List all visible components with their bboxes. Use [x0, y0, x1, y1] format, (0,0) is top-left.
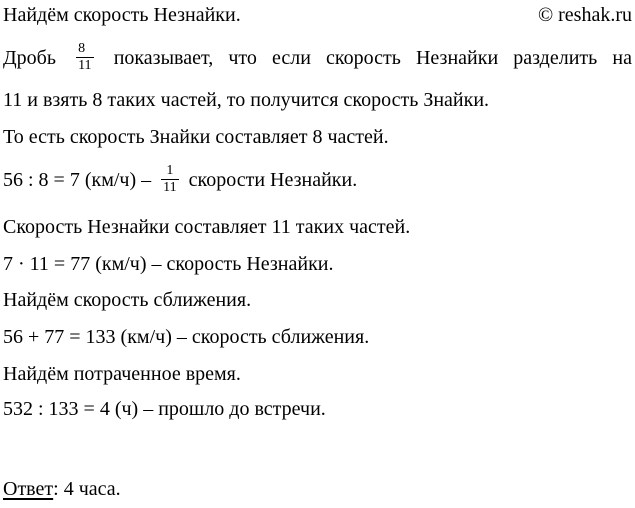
fraction-explanation-line-2: 11 и взять 8 таких частей, то получится скорость Знайки.: [3, 89, 490, 111]
fraction-explanation-after: показывает, что если скорость Незнайки разделить на: [113, 47, 632, 69]
fraction-8-11: [76, 41, 93, 74]
equation-closing-speed: 56 + 77 = 133 (км/ч) – скорость сближения.: [3, 326, 370, 348]
header-row: [3, 3, 632, 27]
fraction-explanation-before: Дробь: [3, 47, 56, 69]
copyright-notice: © reshak.ru: [537, 4, 632, 26]
answer-line: [3, 477, 632, 501]
equation-neznaika-speed: 7 · 11 = 77 (км/ч) – скорость Незнайки.: [3, 253, 334, 275]
step-find-neznaika-speed: Найдём скорость Незнайки.: [3, 4, 241, 26]
fraction-denominator: 11: [163, 179, 177, 195]
step-find-time: Найдём потраченное время.: [3, 363, 241, 385]
fraction-numerator: 8: [78, 40, 86, 56]
step-znaika-parts: То есть скорость Знайки составляет 8 частей.: [3, 126, 389, 148]
fraction-explanation-line-1: [3, 38, 632, 78]
equation-time: 532 : 133 = 4 (ч) – прошло до встречи.: [3, 398, 326, 420]
step-neznaika-parts: Скорость Незнайки составляет 11 таких частей.: [3, 216, 411, 238]
step-find-closing-speed: Найдём скорость сближения.: [3, 289, 252, 311]
answer-value: : 4 часа.: [53, 478, 121, 500]
fraction-denominator: 11: [78, 57, 92, 73]
fraction-numerator: 1: [166, 162, 174, 178]
answer-label: Ответ: [3, 478, 54, 500]
equation-part-speed: [3, 160, 632, 200]
equation-part-speed-after: скорости Незнайки.: [188, 169, 358, 191]
equation-part-speed-expr: 56 : 8 = 7 (км/ч) –: [3, 169, 152, 191]
fraction-1-11: [161, 163, 178, 196]
